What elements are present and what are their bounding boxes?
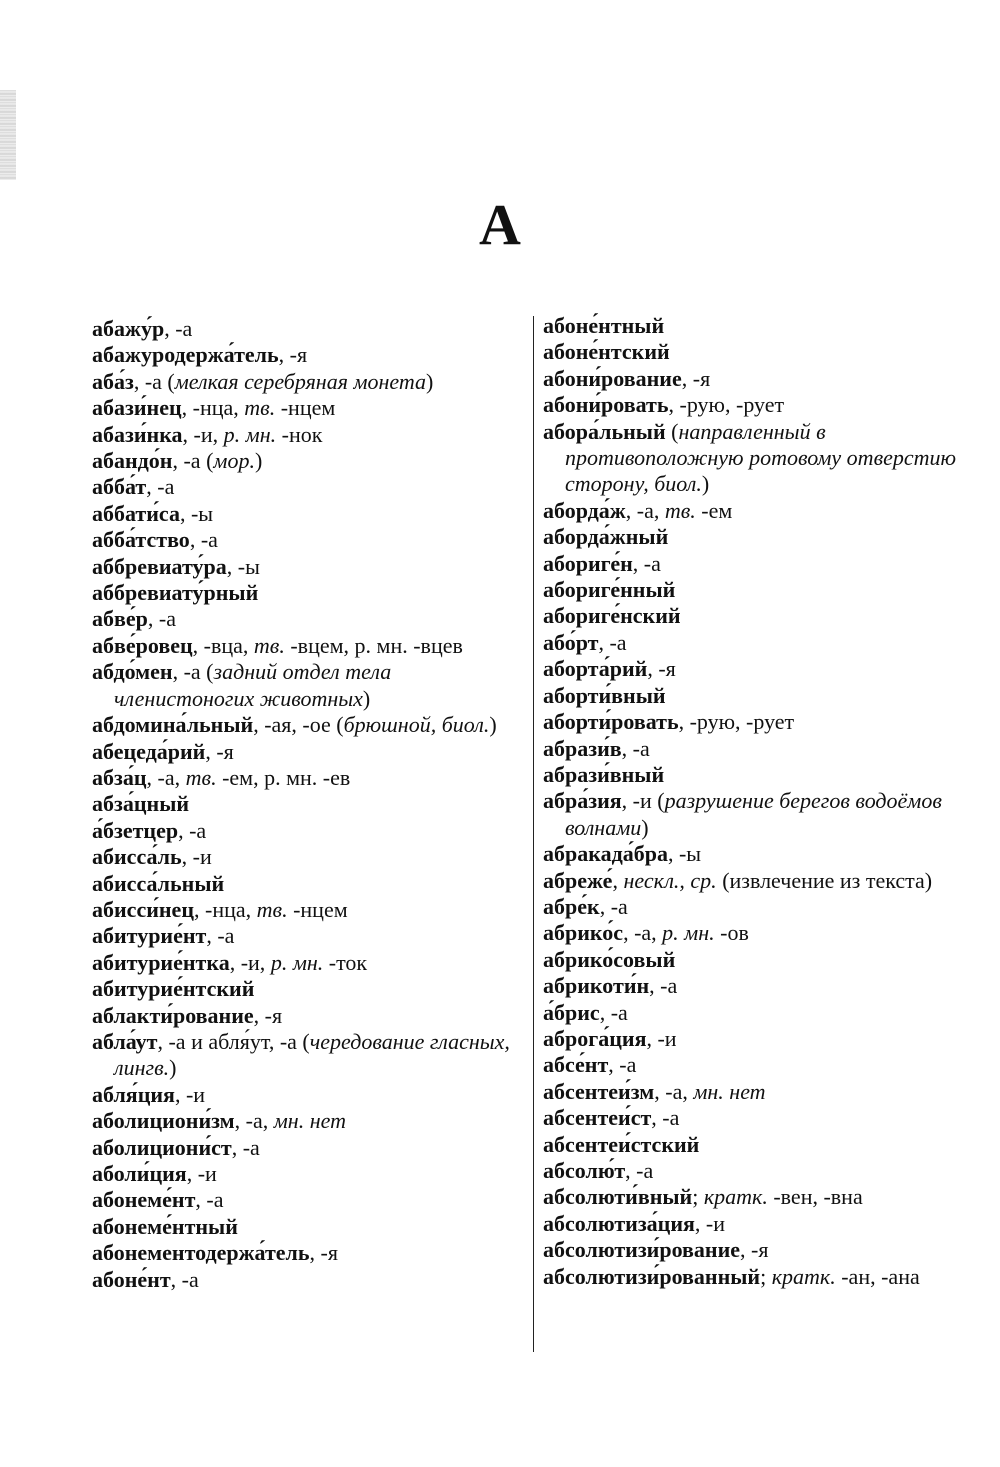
dictionary-entry (92, 818, 524, 844)
grammar-info: , -я (681, 365, 711, 391)
headword: абисса́ль (92, 844, 182, 870)
dictionary-entry (92, 712, 524, 738)
grammar-info: , (612, 867, 624, 893)
headword: абориге́нский (543, 603, 681, 629)
dictionary-entry (543, 1184, 963, 1210)
dictionary-entry (92, 739, 524, 765)
left-column (92, 316, 524, 1293)
dictionary-entry (92, 897, 524, 923)
grammar-info: , -и (694, 1210, 726, 1236)
dictionary-entry (543, 313, 963, 339)
usage-note: задний отдел тела членистоногих животных (114, 659, 392, 711)
usage-note: мелкая серебряная монета (174, 368, 427, 394)
dictionary-entry (543, 973, 963, 999)
headword: абецеда́рий (92, 738, 206, 764)
dictionary-entry (92, 1003, 524, 1029)
dictionary-entry (543, 630, 963, 656)
headword: абази́нка (92, 421, 183, 447)
headword: абони́ровать (543, 392, 669, 418)
grammar-info: , -ая, -ое ( (253, 712, 344, 738)
grammar-info: , -а (146, 474, 175, 500)
headword: абитурие́нтский (92, 976, 255, 1002)
dictionary-entry (92, 1135, 524, 1161)
dictionary-entry (92, 1161, 524, 1187)
grammar-info: , -ы (179, 500, 214, 526)
headword: абонеме́нтный (92, 1213, 238, 1239)
usage-note: мн. нет (693, 1078, 766, 1104)
grammar-info: , -а (632, 550, 661, 576)
dictionary-entry (92, 950, 524, 976)
headword: абоне́нт (92, 1266, 171, 1292)
dictionary-entry (92, 606, 524, 632)
grammar-info: , -я (647, 656, 676, 682)
usage-note: направленный в противоположную ротовому отверстию сторону, биол. (565, 418, 957, 497)
entry-tail: -ем, р. мн. -ев (216, 764, 351, 790)
headword: абрази́вный (543, 761, 665, 787)
headword: абориге́н (543, 550, 633, 576)
dictionary-entry (92, 554, 524, 580)
grammar-info: , -а (651, 1105, 680, 1131)
headword: абрикоти́н (543, 973, 650, 999)
dictionary-entry (92, 791, 524, 817)
entry-tail: -нцем (275, 395, 336, 421)
headword: абази́нец (92, 395, 182, 421)
headword: абра́зия (543, 788, 622, 814)
dictionary-entry (92, 976, 524, 1002)
grammar-info: , -а ( (172, 659, 214, 685)
entry-tail: -ем (695, 497, 733, 523)
grammar-info: , -я (205, 738, 234, 764)
entry-tail: -ток (323, 949, 368, 975)
entry-tail: -нцем (287, 896, 348, 922)
grammar-info: , -а (625, 1158, 654, 1183)
headword: абони́рование (543, 365, 682, 391)
grammar-info: , -а ( (133, 368, 175, 394)
grammar-info: , -а (231, 1134, 260, 1160)
headword: абажу́р (92, 316, 165, 341)
dictionary-entry (92, 1267, 524, 1293)
headword: абба́тство (92, 527, 190, 553)
dictionary-entry (543, 868, 963, 894)
headword: абсентеи́зм (543, 1078, 655, 1104)
grammar-info: , -я (278, 342, 308, 368)
headword: аболициони́ст (92, 1134, 232, 1160)
headword: абора́льный (543, 418, 666, 444)
headword: абажуродержа́тель (92, 342, 279, 368)
headword: аброга́ция (543, 1025, 647, 1051)
headword: абсентеи́ст (543, 1105, 652, 1131)
headword: абрико́совый (543, 946, 676, 972)
headword: абсе́нт (543, 1052, 609, 1078)
headword: абсолютизи́рованный (543, 1263, 761, 1289)
grammar-info: , -ы (226, 553, 260, 579)
dictionary-entry (92, 923, 524, 949)
grammar-info: , -я (740, 1237, 769, 1263)
headword: абонеме́нт (92, 1187, 196, 1213)
headword: аба́з (92, 368, 134, 394)
grammar-info: , -а (206, 923, 235, 949)
headword: абандо́н (92, 448, 173, 474)
dictionary-entry (92, 765, 524, 791)
headword: абдомина́льный (92, 712, 254, 738)
grammar-info: , -а (170, 1266, 199, 1292)
dictionary-entry (92, 1214, 524, 1240)
headword: абреже́ (543, 867, 613, 893)
dictionary-entry (92, 395, 524, 421)
dictionary-entry (543, 894, 963, 920)
dictionary-entry (543, 1052, 963, 1078)
dictionary-entry (543, 1026, 963, 1052)
dictionary-entry (92, 1029, 524, 1082)
grammar-info: , -вца, (192, 632, 254, 658)
headword: абитурие́нтка (92, 949, 230, 975)
grammar-info: , -я (309, 1240, 338, 1266)
dictionary-entry (543, 762, 963, 788)
usage-note: р. мн. (662, 920, 715, 946)
dictionary-entry (92, 448, 524, 474)
headword: абла́ут (92, 1028, 158, 1054)
headword: абоне́нтный (543, 313, 665, 338)
entry-tail: ) (426, 368, 434, 394)
usage-note: кратк. (703, 1184, 768, 1210)
grammar-info: , -а, (654, 1078, 694, 1104)
dictionary-entry (92, 474, 524, 500)
headword: абонементодержа́тель (92, 1240, 310, 1266)
headword: абсолю́т (543, 1158, 626, 1183)
entry-tail: (извлечение из текста) (716, 867, 933, 893)
dictionary-entry (543, 947, 963, 973)
grammar-info: , -ы (667, 841, 702, 867)
headword: аборти́ровать (543, 709, 679, 735)
usage-note: мор. (213, 448, 255, 474)
dictionary-entry (92, 1240, 524, 1266)
headword: аборда́жный (543, 524, 669, 550)
grammar-info: , -а и абля́ут, -а ( (157, 1028, 310, 1054)
entry-tail: -вен, -вна (767, 1184, 863, 1210)
grammar-info: , -и (646, 1025, 677, 1051)
dictionary-entry (92, 1082, 524, 1108)
usage-note: брюшной, биол. (343, 712, 490, 738)
entry-tail: ) (362, 685, 371, 711)
headword: а́бзетцер (92, 817, 179, 843)
headword: аббревиату́ра (92, 553, 227, 579)
dictionary-entry (543, 524, 963, 550)
grammar-info: , -я (253, 1002, 283, 1028)
dictionary-entry (92, 844, 524, 870)
grammar-info: , -а (608, 1052, 637, 1078)
dictionary-entry (543, 603, 963, 629)
usage-note: р. мн. (270, 949, 324, 975)
dictionary-entry (92, 422, 524, 448)
headword: абисса́льный (92, 870, 225, 896)
grammar-info: , -а (189, 527, 218, 553)
dictionary-entry (92, 369, 524, 395)
headword: абре́к (543, 893, 600, 919)
entry-tail: ) (169, 1055, 177, 1081)
dictionary-entry (543, 551, 963, 577)
headword: абрази́в (543, 735, 622, 761)
column-divider (533, 316, 534, 1352)
grammar-info: , -а (164, 316, 193, 341)
grammar-info: ( (665, 418, 679, 444)
grammar-info: , -а (599, 999, 628, 1025)
dictionary-entry (543, 1079, 963, 1105)
usage-note: тв. (185, 764, 217, 790)
grammar-info: , -а, (146, 764, 186, 790)
grammar-info: , -нца, (181, 395, 245, 421)
headword: абба́т (92, 474, 147, 500)
headword: абза́ц (92, 764, 147, 790)
headword: абитурие́нт (92, 923, 207, 949)
dictionary-entry (543, 841, 963, 867)
headword: аббати́са (92, 500, 180, 526)
headword: абракада́бра (543, 841, 668, 867)
usage-note: чередование гласных, лингв. (114, 1028, 510, 1081)
headword: аборта́рий (543, 656, 648, 682)
grammar-info: , -и, (182, 421, 224, 447)
headword: абве́р (92, 606, 148, 632)
headword: абве́ровец (92, 632, 193, 658)
grammar-info: ; (692, 1184, 704, 1210)
headword: абдо́мен (92, 659, 173, 685)
usage-note: тв. (664, 497, 696, 523)
dictionary-entry (543, 392, 963, 418)
dictionary-entry (543, 1158, 963, 1184)
grammar-info: , -а (598, 629, 627, 655)
dictionary-entry (543, 419, 963, 498)
dictionary-entry (92, 316, 524, 342)
right-column (543, 313, 963, 1290)
grammar-info: , -а (195, 1187, 224, 1213)
headword: аббревиату́рный (92, 580, 259, 606)
headword: абсолюти́вный (543, 1184, 693, 1210)
grammar-info: , -а (147, 606, 176, 632)
grammar-info: , -рую, -рует (668, 392, 785, 418)
dictionary-entry (543, 788, 963, 841)
dictionary-entry (92, 659, 524, 712)
dictionary-entry (543, 577, 963, 603)
dictionary-entry (543, 498, 963, 524)
grammar-info: , -а (599, 893, 628, 919)
headword: абсолютизи́рование (543, 1237, 741, 1263)
entry-tail: -нок (276, 421, 323, 447)
dictionary-entry (543, 339, 963, 365)
grammar-info: , -а, (623, 920, 663, 946)
headword: абрико́с (543, 920, 624, 946)
grammar-info: , -и ( (621, 788, 665, 814)
section-letter-heading: А (479, 192, 521, 257)
grammar-info: , -нца, (194, 896, 257, 922)
entry-tail: ) (641, 814, 649, 840)
dictionary-entry (92, 1187, 524, 1213)
grammar-info: , -а (621, 735, 650, 761)
grammar-info: , -а (178, 817, 207, 843)
headword: аборти́вный (543, 682, 666, 708)
dictionary-entry (543, 1132, 963, 1158)
headword: абориге́нный (543, 577, 676, 603)
dictionary-entry (543, 1000, 963, 1026)
grammar-info: , -и, (229, 949, 271, 975)
dictionary-entry (92, 1108, 524, 1134)
dictionary-entry (92, 633, 524, 659)
dictionary-entry (543, 1211, 963, 1237)
usage-note: тв. (256, 896, 288, 922)
usage-note: р. мн. (223, 421, 277, 447)
dictionary-entry (543, 709, 963, 735)
entry-tail: ) (701, 471, 710, 497)
grammar-info: , -рую, -рует (678, 709, 795, 735)
scan-edge-artifact (0, 90, 16, 180)
headword: аболициони́зм (92, 1108, 235, 1134)
dictionary-entry (543, 920, 963, 946)
grammar-info: , -а ( (172, 448, 214, 474)
usage-note: тв. (244, 395, 276, 421)
entry-tail: -вцем, р. мн. -вцев (284, 632, 463, 658)
dictionary-entry (92, 342, 524, 368)
dictionary-entry (543, 1105, 963, 1131)
grammar-info: , -и (186, 1161, 217, 1186)
grammar-info: ; (760, 1263, 772, 1289)
grammar-info: , -а, (234, 1108, 274, 1134)
entry-tail: -ан, -ана (835, 1263, 920, 1289)
dictionary-entry (92, 580, 524, 606)
headword: абоне́нтский (543, 339, 670, 365)
dictionary-entry (92, 527, 524, 553)
grammar-info: , -а, (625, 497, 665, 523)
dictionary-entry (92, 501, 524, 527)
dictionary-entry (543, 1264, 963, 1290)
entry-tail: -ов (714, 920, 749, 946)
usage-note: кратк. (771, 1263, 836, 1289)
dictionary-entry (543, 1237, 963, 1263)
usage-note: нескл., ср. (623, 867, 717, 893)
headword: а́брис (543, 999, 600, 1025)
headword: абсентеи́стский (543, 1131, 700, 1157)
dictionary-entry (92, 871, 524, 897)
headword: абисси́нец (92, 896, 194, 922)
headword: абза́цный (92, 791, 190, 817)
headword: абля́ция (92, 1081, 175, 1107)
dictionary-entry (543, 683, 963, 709)
entry-tail: ) (489, 712, 497, 738)
grammar-info: , -и (181, 844, 212, 870)
usage-note: тв. (253, 632, 285, 658)
usage-note: мн. нет (273, 1108, 346, 1134)
entry-tail: ) (254, 448, 263, 474)
grammar-info: , -и (174, 1081, 206, 1107)
headword: або́рт (543, 629, 599, 655)
headword: аборда́ж (543, 497, 626, 523)
dictionary-entry (543, 366, 963, 392)
grammar-info: , -а (649, 973, 678, 999)
dictionary-entry (543, 736, 963, 762)
headword: абсолютиза́ция (543, 1210, 695, 1236)
dictionary-entry (543, 656, 963, 682)
headword: аблакти́рование (92, 1002, 254, 1028)
headword: аболи́ция (92, 1161, 187, 1186)
usage-note: разрушение берегов водоёмов волнами (565, 788, 942, 840)
